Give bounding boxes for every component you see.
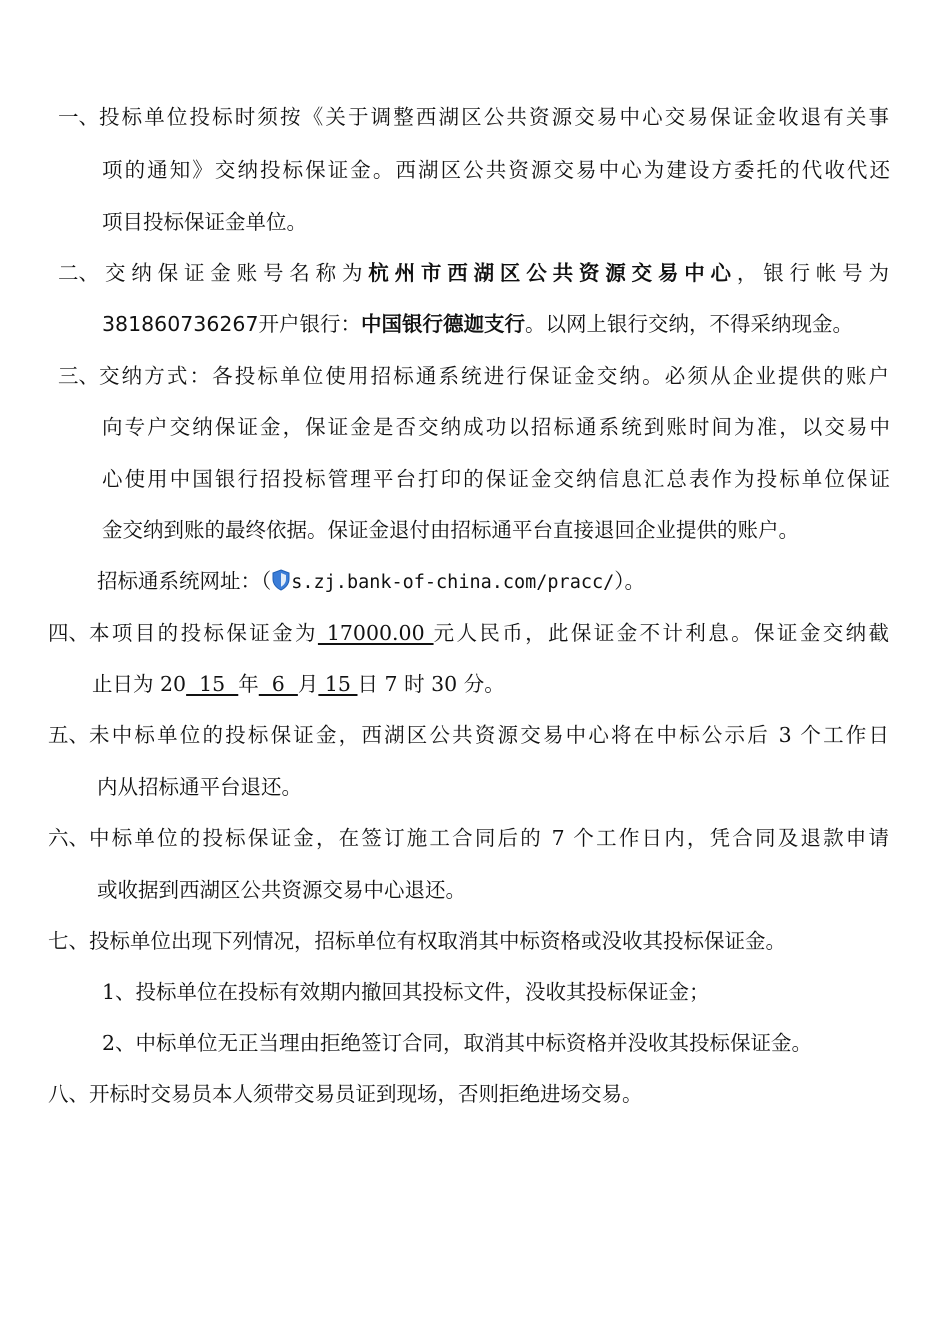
item-3-text-4: 金交纳到账的最终依据。保证金退付由招标通平台直接退回企业提供的账户。	[102, 518, 799, 542]
system-url-close: ）。	[614, 569, 646, 593]
item-8-text-1: 开标时交易员本人须带交易员证到现场，否则拒绝进场交易。	[89, 1082, 643, 1106]
item-2-text-1	[105, 256, 889, 290]
item-6-line-1	[48, 821, 892, 855]
deadline-day: 15	[318, 672, 358, 696]
deposit-amount: 17000.00	[317, 621, 434, 645]
item-7-number: 七、	[48, 929, 89, 953]
item-2-line-1	[58, 256, 892, 290]
item-2-line-2	[102, 307, 853, 341]
item-7-line-1	[48, 924, 786, 958]
item-4-text-1	[89, 616, 889, 650]
deadline-label: 止日为 20	[92, 672, 187, 696]
bank-account-number: 381860736267	[102, 312, 259, 336]
item-5-line-1	[48, 718, 892, 752]
account-name-label: 交纳保证金账号名称为	[105, 261, 369, 285]
item-8-number: 八、	[48, 1082, 89, 1106]
item-6-text-2: 或收据到西湖区公共资源交易中心退还。	[97, 878, 466, 902]
item-1-text-3: 项目投标保证金单位。	[102, 210, 307, 234]
deadline-month: 6	[258, 672, 298, 696]
payment-note: 。以网上银行交纳，不得采纳现金。	[525, 312, 854, 336]
item-1-number: 一、	[58, 105, 99, 129]
item-1-line-1	[58, 100, 892, 134]
item-7-sub-2: 2、中标单位无正当理由拒绝签订合同，取消其中标资格并没收其投标保证金。	[102, 1031, 813, 1055]
bank-name: 中国银行德迦支行	[361, 312, 526, 336]
item-3-text-1: 交纳方式：各投标单位使用招标通系统进行保证金交纳。必须从企业提供的账户	[99, 364, 889, 388]
item-6-number: 六、	[48, 826, 89, 850]
shield-link-icon	[271, 567, 291, 589]
item-3-text-3: 心使用中国银行招投标管理平台打印的保证金交纳信息汇总表作为投标单位保证	[102, 467, 890, 491]
system-url-label: 招标通系统网址：（	[97, 569, 272, 593]
deadline-time: 日 7 时 30 分。	[357, 672, 505, 696]
item-4-line-1	[48, 616, 892, 650]
item-1-text-1: 投标单位投标时须按《关于调整西湖区公共资源交易中心交易保证金收退有关事	[99, 105, 889, 129]
account-name: 杭州市西湖区公共资源交易中心	[368, 261, 737, 285]
item-4-line-2	[92, 667, 505, 701]
item-1-text-2: 项的通知》交纳投标保证金。西湖区公共资源交易中心为建设方委托的代收代还	[102, 158, 890, 182]
system-url-line	[97, 564, 645, 598]
deadline-year: 15	[186, 672, 239, 696]
item-6-text-1: 中标单位的投标保证金，在签订施工合同后的 7 个工作日内，凭合同及退款申请	[89, 826, 889, 850]
item-5-text-1: 未中标单位的投标保证金，西湖区公共资源交易中心将在中标公示后 3 个工作日	[89, 723, 889, 747]
bank-account-label: ，银行帐号为	[736, 261, 890, 285]
item-5-text-2: 内从招标通平台退还。	[97, 775, 302, 799]
item-7-text-1: 投标单位出现下列情况，招标单位有权取消其中标资格或没收其投标保证金。	[89, 929, 786, 953]
month-unit: 月	[297, 672, 319, 696]
deposit-note: 元人民币，此保证金不计利息。保证金交纳截	[433, 621, 890, 645]
system-url-link[interactable]: s.zj.bank-of-china.com/pracc/	[291, 572, 615, 593]
deposit-label: 本项目的投标保证金为	[89, 621, 318, 645]
item-7-sub-1: 1、投标单位在投标有效期内撤回其投标文件，没收其投标保证金；	[102, 980, 710, 1004]
item-2-number: 二、	[58, 261, 99, 285]
item-3-number: 三、	[58, 364, 99, 388]
year-unit: 年	[238, 672, 259, 696]
item-5-number: 五、	[48, 723, 89, 747]
item-8-line-1	[48, 1077, 643, 1111]
item-3-text-2: 向专户交纳保证金，保证金是否交纳成功以招标通系统到账时间为准，以交易中	[102, 415, 890, 439]
item-3-line-1	[58, 359, 892, 393]
item-4-number: 四、	[48, 621, 89, 645]
bank-label: 开户银行：	[258, 312, 362, 336]
